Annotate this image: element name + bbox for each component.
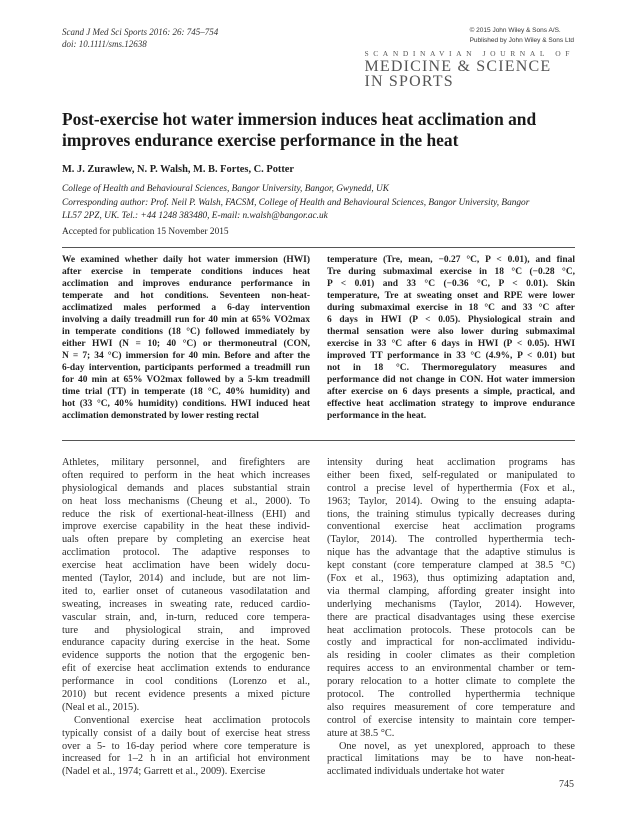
text-line: often required to perform in the heat which increases xyxy=(62,469,310,481)
journal-name-line3: IN SPORTS xyxy=(364,73,454,90)
copyright-notice xyxy=(470,26,574,46)
text-line: time trial (TT) in temperate (18 °C, 40% humidity) and xyxy=(62,387,310,397)
text-line: typically consist of a daily bout of exercise heat stress xyxy=(62,727,310,739)
text-line: performance in the heat. xyxy=(327,411,427,421)
copyright-line: © 2015 John Wiley & Sons A/S. xyxy=(469,27,561,34)
body-left-column xyxy=(62,457,310,779)
text-line: there are practical disadvantages using these exercise xyxy=(327,611,575,623)
accepted-date: Accepted for publication 15 November 2015 xyxy=(62,227,229,237)
text-line: kept constant (core temperature clamped at 38.5 °C) xyxy=(327,560,575,572)
article-title xyxy=(62,109,582,151)
text-line: Athletes, military personnel, and firefighters are xyxy=(62,457,310,468)
abstract-left-column xyxy=(62,254,310,422)
journal-name-line1: SCANDINAVIAN JOURNAL OF xyxy=(364,49,574,58)
text-line: evidence supports the notion that the ergogenic ben- xyxy=(62,650,310,662)
text-line: (Neal et al., 2015). xyxy=(62,701,140,713)
text-line: als residing in cooler climates as their completion xyxy=(327,650,575,662)
abstract-bottom-rule xyxy=(62,440,575,441)
text-line: acclimation protocol. The adaptive responses to xyxy=(62,547,310,559)
contact-line: LL57 2PZ, UK. Tel.: +44 1248 383480, E-mail: n.walsh@bangor.ac.uk xyxy=(62,211,328,221)
text-line: over a 5- to 16-day period where core temperature is xyxy=(62,740,310,752)
text-line: practical limitations may be to have non-heat- xyxy=(327,753,575,765)
text-line: We examined whether daily hot water immersion (HWI) xyxy=(62,255,310,265)
text-line: requires access to an environmental chamber or tem- xyxy=(327,663,575,675)
text-line: (Fox et al., 1963), thus optimizing adaptation and, xyxy=(327,573,575,585)
text-line: reduce the risk of exertional-heat-illness (EHI) and xyxy=(62,508,310,520)
text-line: N = 7; 34 °C) immersion for 40 min. Before and after the xyxy=(62,351,310,361)
body-right-column xyxy=(327,457,575,779)
text-line: temperature (Tre, mean, −0.27 °C, P < 0.01), and final xyxy=(327,255,575,265)
text-line: ature at 38.5 °C. xyxy=(327,727,395,739)
text-line: 2010) but recent evidence presents a mixed picture xyxy=(62,689,310,701)
corresponding-author-line: Corresponding author: Prof. Neil P. Walsh, FACSM, College of Health and Behavioural Sciences, Bangor University, Bangor xyxy=(62,197,530,208)
text-line: 6 days in HWI (P < 0.05). Physiological strain and xyxy=(327,315,575,325)
text-line: not in 18 °C. Thermoregulatory measures and xyxy=(327,363,575,373)
text-line: involving a daily treadmill run for 40 min at 65% VO2max xyxy=(62,315,310,325)
text-line: in temperate conditions (18 °C) followed immediately by xyxy=(62,327,310,337)
text-line: increased for 1–2 h in an artificial hot environment xyxy=(62,753,310,765)
text-line: costly and impractical for non-acclimated individu- xyxy=(327,637,575,649)
text-line: protocol. The controlled hyperthermia technique xyxy=(327,689,575,701)
page-number: 745 xyxy=(559,779,574,790)
text-line: sweating, increases in sweating rate, reduced cardio- xyxy=(62,598,310,610)
text-line: exercise heat acclimation have been widely docu- xyxy=(62,560,310,572)
text-line: (Nadel et al., 1974; Garrett et al., 2009). Exercise xyxy=(62,766,266,778)
text-line: effective heat acclimation strategy to improve endurance xyxy=(327,399,575,409)
text-line: performance did not change in CON. Hot water immersion xyxy=(327,375,575,385)
text-line: intensity during heat acclimation programs has xyxy=(327,457,575,468)
text-line: improve exercise capability in the heat these individ- xyxy=(62,521,310,533)
text-line: on heat loss mechanisms (Cheung et al., 2000). To xyxy=(62,495,310,507)
text-line: thermal sensation were also lower during submaximal xyxy=(327,327,575,337)
text-line: for 40 min at 65% VO2max followed by a 5-km treadmill xyxy=(62,375,310,385)
journal-name-line2: MEDICINE & SCIENCE xyxy=(364,58,552,75)
citation-doi-line: doi: 10.1111/sms.12638 xyxy=(62,39,147,49)
text-line: either been fixed, self-regulated or manipulated to xyxy=(327,469,575,481)
journal-masthead xyxy=(364,48,574,89)
text-line: mented (Taylor, 2014) and include, but are not lim- xyxy=(62,573,310,585)
text-line: after exercise on 6 days presents a simple, practical, and xyxy=(327,387,575,397)
text-line: conventional exercise heat acclimation programs xyxy=(327,521,575,533)
text-line: control a precise level of hyperthermia (Fox et al., xyxy=(327,482,575,494)
citation-journal-line: Scand J Med Sci Sports 2016: 26: 745–754 xyxy=(62,27,219,37)
text-line: ture and physiological strain, and improved xyxy=(62,624,310,636)
text-line: temperature, Tre at sweating onset and RPE were lower xyxy=(327,291,575,301)
text-line: exercise in 33 °C after 6 days in HWI (P < 0.05). HWI xyxy=(327,339,575,349)
text-line: vascular strain, and, in-turn, reduced core tempera- xyxy=(62,611,310,623)
text-line: Conventional exercise heat acclimation protocols xyxy=(74,714,310,726)
text-line: efit of exercise heat acclimation extends to endurance xyxy=(62,663,310,675)
title-line: improves endurance exercise performance in the heat xyxy=(62,130,459,150)
text-line: acclimation and improves endurance performance in xyxy=(62,279,310,289)
text-line: uals often prepare by completing an exercise heat xyxy=(62,534,310,546)
text-line: performance in cool conditions (Lorenzo et al., xyxy=(62,676,310,688)
text-line: also requires measurement of core temperature and xyxy=(327,701,575,713)
citation xyxy=(62,26,218,50)
text-line: during submaximal exercise in 18 °C and 33 °C after xyxy=(327,303,575,313)
abstract-right-column xyxy=(327,254,575,422)
text-line: underlying mechanisms (Taylor, 2014). However, xyxy=(327,598,575,610)
text-line: acclimated individuals undertake hot water xyxy=(327,766,505,778)
text-line: One novel, as yet unexplored, approach to these xyxy=(339,740,575,752)
text-line: acclimation demonstrated by lower resting rectal xyxy=(62,411,259,421)
text-line: endurance capacity during exercise in the heat. Some xyxy=(62,637,310,649)
text-line: heat acclimation protocols. These protocols can be xyxy=(327,624,575,636)
text-line: acclimatized males performed a 6-day intervention xyxy=(62,303,310,313)
text-line: 6-day intervention, participants performed a treadmill run xyxy=(62,363,310,373)
authors: M. J. Zurawlew, N. P. Walsh, M. B. Fortes, C. Potter xyxy=(62,164,295,175)
title-line: Post-exercise hot water immersion induces heat acclimation and xyxy=(62,109,537,129)
text-line: 1963; Taylor, 2014). Owing to the ensuing adapta- xyxy=(327,495,575,507)
text-line: hot (33 °C, 40% humidity) conditions. HWI induced heat xyxy=(62,399,310,409)
affiliation xyxy=(62,183,582,224)
text-line: physiological demands and places substantial strain xyxy=(62,482,310,494)
text-line: Tre during submaximal exercise in 18 °C (−0.28 °C, xyxy=(327,267,575,277)
text-line: P < 0.01) and 33 °C (−0.36 °C, P < 0.01). Skin xyxy=(327,279,575,289)
text-line: either HWI (N = 10; 40 °C) or thermoneutral (CON, xyxy=(62,339,310,349)
abstract-top-rule xyxy=(62,247,575,248)
text-line: tions, the training stimulus typically decreases during xyxy=(327,508,575,520)
text-line: ited to, earlier onset of cutaneous vasodilatation and xyxy=(62,585,310,597)
text-line: (Taylor, 2014). The controlled hyperthermia tech- xyxy=(327,534,575,546)
text-line: porary relocation to a hotter climate to complete the xyxy=(327,676,575,688)
text-line: improved TT performance in 33 °C (4.9%, P < 0.01) but xyxy=(327,351,575,361)
publisher-line: Published by John Wiley & Sons Ltd xyxy=(469,37,574,44)
text-line: nique has the advantage that the adaptive stimulus is xyxy=(327,547,575,559)
text-line: control of exercise intensity to maintain core temper- xyxy=(327,714,575,726)
text-line: after exercise in temperate conditions induces heat xyxy=(62,267,310,277)
affiliation-line: College of Health and Behavioural Sciences, Bangor University, Bangor, Gwynedd, UK xyxy=(62,184,389,194)
text-line: temperate and hot conditions. Seventeen non-heat- xyxy=(62,291,310,301)
text-line: via thermal clamping, affording greater insight into xyxy=(327,585,575,597)
